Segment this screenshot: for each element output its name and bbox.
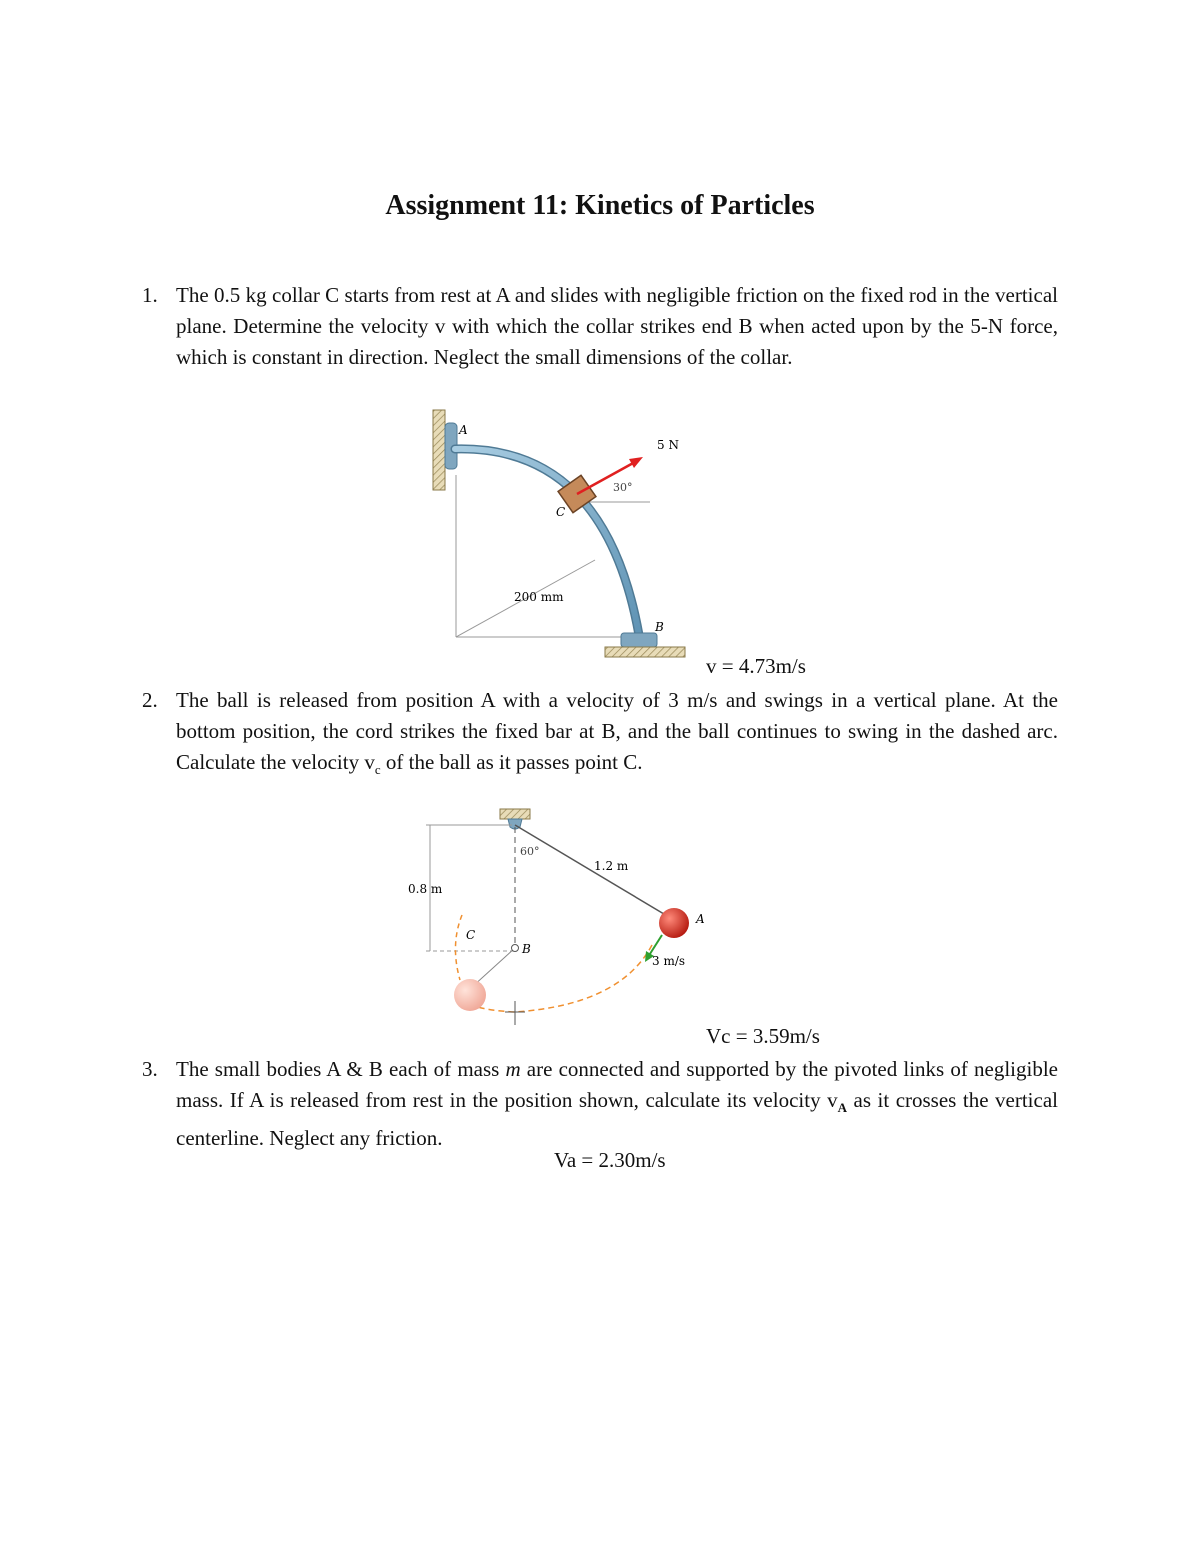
cord-length-label: 1.2 m [594, 859, 629, 873]
problem-3-text-before: The small bodies A & B each of mass [176, 1057, 506, 1081]
problem-3-text-after: as it crosses the vertical centerline. Neglect any friction. [176, 1088, 1058, 1151]
angle-label: 30° [613, 481, 633, 494]
label-c: C [556, 505, 566, 519]
problem-2-text-after: of the ball as it passes point C. [380, 750, 643, 774]
problem-2-answer: Vc = 3.59m/s [706, 1024, 820, 1048]
problem-2-subscript: c [374, 762, 381, 778]
speed-label: 3 m/s [652, 954, 686, 968]
problem-3 [142, 1054, 1058, 1154]
label-a: A [696, 912, 705, 926]
ceiling-support [500, 809, 530, 819]
height-label: 0.8 m [408, 882, 443, 896]
problem-3-answer: Va = 2.30m/s [554, 1148, 666, 1172]
label-a: A [459, 423, 468, 437]
problem-1-number: 1. [142, 283, 158, 307]
wall-support [433, 410, 445, 490]
angle-label: 60° [520, 845, 540, 858]
label-b: B [655, 620, 664, 634]
label-c: C [466, 928, 476, 942]
problem-2-number: 2. [142, 688, 158, 712]
problem-1-answer: v = 4.73m/s [706, 654, 806, 678]
force-arrowhead [629, 457, 643, 468]
mass-symbol: m [505, 1057, 521, 1081]
problem-1-text: The 0.5 kg collar C starts from rest at A and slides with negligible friction on the fixed rod in the vertical plane. Determine the velocity v with which the collar strikes end B when acted upon by the 5-N force, which is constant in direction. Neglect the small dimensions of the collar. [176, 283, 1058, 369]
problem-3-subscript: A [837, 1100, 847, 1116]
dashed-arc [466, 945, 652, 1012]
problem-3-number: 3. [142, 1057, 158, 1081]
page-title: Assignment 11: Kinetics of Particles [385, 190, 815, 221]
ball-c-ghost [454, 979, 486, 1011]
fixed-bar-b [512, 945, 519, 952]
radius-label: 200 mm [514, 590, 564, 604]
problem-3-text-middle: are connected and supported by the pivoted links of negligible mass. If A is released from rest in the position shown, calculate its velocity v [176, 1057, 1058, 1112]
cord-to-c [472, 948, 515, 987]
curved-rod-highlight [455, 449, 639, 635]
label-b: B [522, 942, 531, 956]
ground [605, 647, 685, 657]
problem-2-figure [390, 805, 720, 1035]
ball-a [659, 908, 689, 938]
problem-2-text-before: The ball is released from position A with a velocity of 3 m/s and swings in a vertical plane. At the bottom position, the cord strikes the fixed bar at B, and the ball continues to swing in the dashed arc. Calculate the velocity v [176, 688, 1058, 774]
dashed-small-arc [455, 915, 462, 980]
problem-1 [142, 280, 1058, 373]
problem-2-text [176, 685, 1058, 785]
problem-2 [142, 685, 1058, 785]
force-label: 5 N [657, 438, 679, 452]
base-support [621, 633, 657, 647]
problem-3-text [176, 1054, 1058, 1154]
problem-1-figure [425, 405, 715, 665]
